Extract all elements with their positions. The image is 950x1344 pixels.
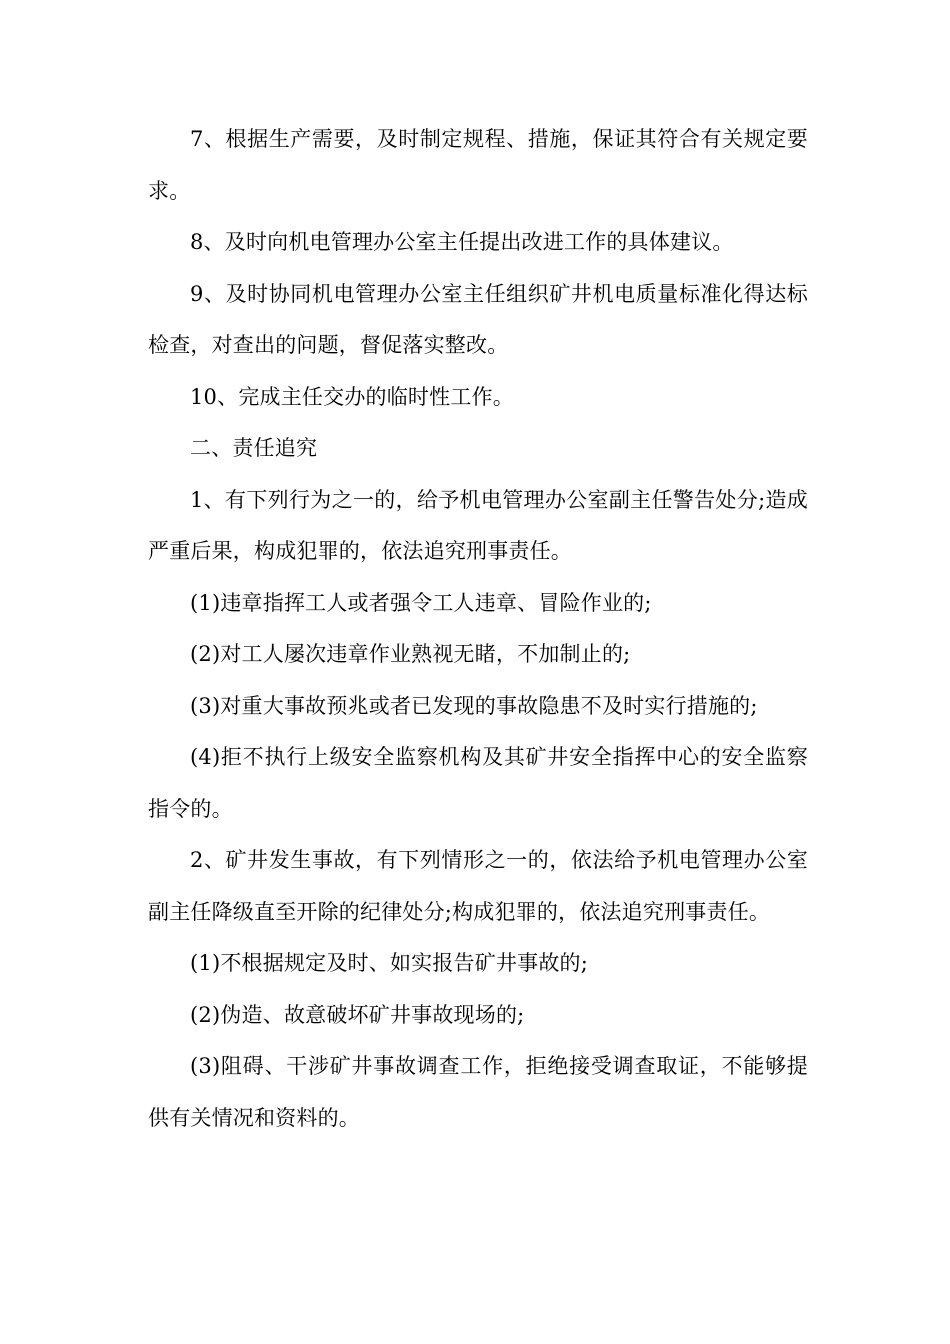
paragraph-clause-2: 2、矿井发生事故，有下列情形之一的，依法给予机电管理办公室副主任降级直至开除的纪律处分;构成犯罪的，依法追究刑事责任。: [148, 848, 808, 924]
paragraph-subitem-2-2: (2)伪造、故意破坏矿井事故现场的;: [190, 1002, 525, 1027]
paragraph-subitem-1-3: (3)对重大事故预兆或者已发现的事故隐患不及时实行措施的;: [190, 693, 758, 718]
paragraph-subitem-2-3: (3)阻碍、干涉矿井事故调查工作，拒绝接受调查取证，不能够提供有关情况和资料的。: [148, 1054, 808, 1130]
paragraph-clause-1: 1、有下列行为之一的，给予机电管理办公室副主任警告处分;造成严重后果，构成犯罪的，依法追究刑事责任。: [148, 487, 808, 563]
section-heading-responsibility: 二、责任追究: [190, 436, 318, 460]
paragraph-item-10: 10、完成主任交办的临时性工作。: [190, 384, 514, 409]
paragraph-subitem-1-1: (1)违章指挥工人或者强令工人违章、冒险作业的;: [190, 590, 652, 615]
paragraph-item-9: 9、及时协同机电管理办公室主任组织矿井机电质量标准化得达标检查，对查出的问题，督促落实整改。: [148, 281, 808, 357]
paragraph-subitem-1-2: (2)对工人屡次违章作业熟视无睹，不加制止的;: [190, 642, 631, 666]
paragraph-item-7: 7、根据生产需要，及时制定规程、措施，保证其符合有关规定要求。: [148, 127, 808, 203]
paragraph-item-8: 8、及时向机电管理办公室主任提出改进工作的具体建议。: [190, 230, 734, 254]
paragraph-subitem-1-4: (4)拒不执行上级安全监察机构及其矿井安全指挥中心的安全监察指令的。: [148, 745, 808, 821]
document-body: [148, 114, 808, 1144]
paragraph-subitem-2-1: (1)不根据规定及时、如实报告矿井事故的;: [190, 951, 589, 975]
